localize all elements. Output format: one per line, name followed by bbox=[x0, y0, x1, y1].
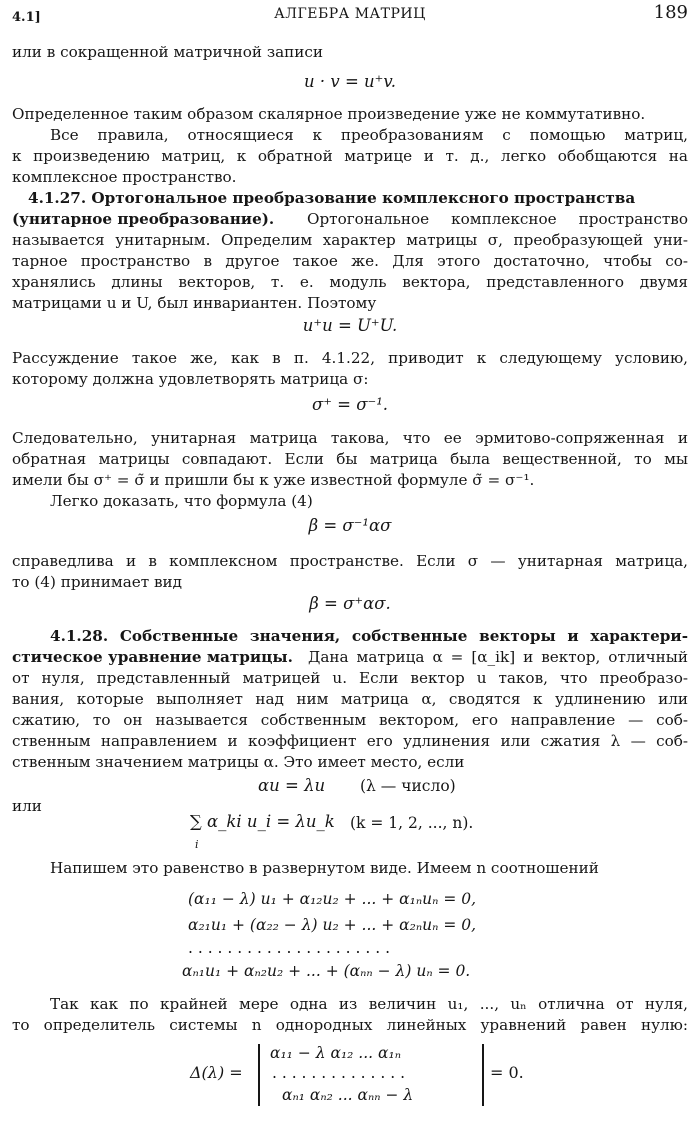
equation-eigen-sum: ∑ α_ki u_i = λu_k bbox=[190, 812, 335, 831]
text-line: Ортогональное комплексное пространство bbox=[307, 210, 688, 228]
text-line: хранялись длины векторов, т. е. модуль вектора, представленного двумя bbox=[12, 273, 688, 291]
section-marker: 4.1] bbox=[12, 10, 41, 25]
text-line: то определитель системы n однородных линейных уравнений равен нулю: bbox=[12, 1016, 688, 1034]
text-line: от нуля, представленный матрицей u. Если вектор u таков, что преобразо- bbox=[12, 669, 688, 687]
equation-unitary-condition: σ⁺ = σ⁻¹. bbox=[311, 395, 389, 414]
equation-eigen: αu = λu bbox=[258, 776, 326, 795]
text-line: Дана матрица α = [α_ik] и вектор, отличный bbox=[308, 648, 688, 666]
text-line: ственным направлением и коэффициент его удлинения или сжатия λ — соб- bbox=[12, 732, 688, 750]
system-ellipsis-row: . . . . . . . . . . . . . . . . . . . . . bbox=[188, 939, 391, 957]
sum-index: i bbox=[195, 838, 199, 851]
section-heading-4-1-28-cont: стическое уравнение матрицы. bbox=[12, 648, 293, 666]
determinant-result: = 0. bbox=[490, 1063, 524, 1082]
text-line: Рассуждение такое же, как в п. 4.1.22, приводит к следующему условию, bbox=[12, 349, 688, 367]
text-line: Легко доказать, что формула (4) bbox=[50, 492, 313, 510]
equation-unitary-norm: u⁺u = U⁺U. bbox=[302, 316, 398, 335]
section-heading-4-1-27-cont: (унитарное преобразование). bbox=[12, 210, 275, 228]
text-line: обратная матрицы совпадают. Если бы матрица была вещественной, то мы bbox=[12, 450, 688, 468]
text-line: или в сокращенной матричной записи bbox=[12, 43, 324, 61]
equation-similarity: β = σ⁻¹ασ bbox=[308, 516, 392, 535]
determinant-label: Δ(λ) = bbox=[190, 1063, 243, 1082]
text-line: или bbox=[12, 797, 42, 815]
text-line: ственным значением матрицы α. Это имеет место, если bbox=[12, 753, 465, 771]
determinant-left-bar bbox=[258, 1044, 260, 1106]
equation-eigen-sum-range: (k = 1, 2, ..., n). bbox=[350, 814, 474, 832]
running-title: АЛГЕБРА МАТРИЦ bbox=[274, 6, 426, 22]
text-line: называется унитарным. Определим характер матрицы σ, преобразующей уни- bbox=[12, 231, 688, 249]
system-equation-row: (α₁₁ − λ) u₁ + α₁₂u₂ + ... + α₁ₙuₙ = 0, bbox=[188, 890, 477, 908]
determinant-ellipsis-row: . . . . . . . . . . . . . . bbox=[272, 1064, 406, 1082]
equation-scalar-product: u · v = u⁺v. bbox=[304, 72, 396, 91]
page-number: 189 bbox=[653, 2, 688, 23]
text-line: матрицами u и U, был инвариантен. Поэтому bbox=[12, 294, 377, 312]
equation-unitary-similarity: β = σ⁺ασ. bbox=[309, 594, 391, 613]
determinant-right-bar bbox=[482, 1044, 484, 1106]
determinant-row: αₙ₁ αₙ₂ ... αₙₙ − λ bbox=[282, 1086, 414, 1104]
equation-eigen-note: (λ — число) bbox=[360, 777, 456, 795]
determinant-row: α₁₁ − λ α₁₂ ... α₁ₙ bbox=[270, 1044, 401, 1062]
text-line: тарное пространство в другое такое же. Для этого достаточно, чтобы со- bbox=[12, 252, 688, 270]
section-heading-4-1-27: 4.1.27. Ортогональное преобразование комплексного пространства bbox=[28, 189, 636, 207]
section-heading-4-1-28: 4.1.28. Собственные значения, собственные векторы и характери- bbox=[50, 627, 688, 645]
system-equation-row: α₂₁u₁ + (α₂₂ − λ) u₂ + ... + α₂ₙuₙ = 0, bbox=[188, 916, 477, 934]
text-line: комплексное пространство. bbox=[12, 168, 237, 186]
text-line: Следовательно, унитарная матрица такова, что ее эрмитово-сопряженная и bbox=[12, 429, 688, 447]
text-line: Напишем это равенство в развернутом виде. Имеем n соотношений bbox=[50, 859, 599, 877]
text-line: Так как по крайней мере одна из величин u₁, ..., uₙ отлична от нуля, bbox=[50, 995, 688, 1013]
text-line: которому должна удовлетворять матрица σ: bbox=[12, 370, 369, 388]
text-line: Все правила, относящиеся к преобразованиям с помощью матриц, bbox=[50, 126, 688, 144]
text-line: справедлива и в комплексном пространстве. Если σ — унитарная матрица, bbox=[12, 552, 688, 570]
text-line: Определенное таким образом скалярное произведение уже не коммутативно. bbox=[12, 105, 646, 123]
text-line: то (4) принимает вид bbox=[12, 573, 183, 591]
text-line: к произведению матриц, к обратной матрице и т. д., легко обобщаются на bbox=[12, 147, 688, 165]
text-line: имели бы σ⁺ = σ̃ и пришли бы к уже известной формуле σ̃ = σ⁻¹. bbox=[12, 471, 535, 489]
system-equation-row: αₙ₁u₁ + αₙ₂u₂ + ... + (αₙₙ − λ) uₙ = 0. bbox=[182, 962, 471, 980]
text-line: вания, которые выполняет над ним матрица α, сводятся к удлинению или bbox=[12, 690, 688, 708]
text-line: сжатию, то он называется собственным вектором, его направление — соб- bbox=[12, 711, 688, 729]
